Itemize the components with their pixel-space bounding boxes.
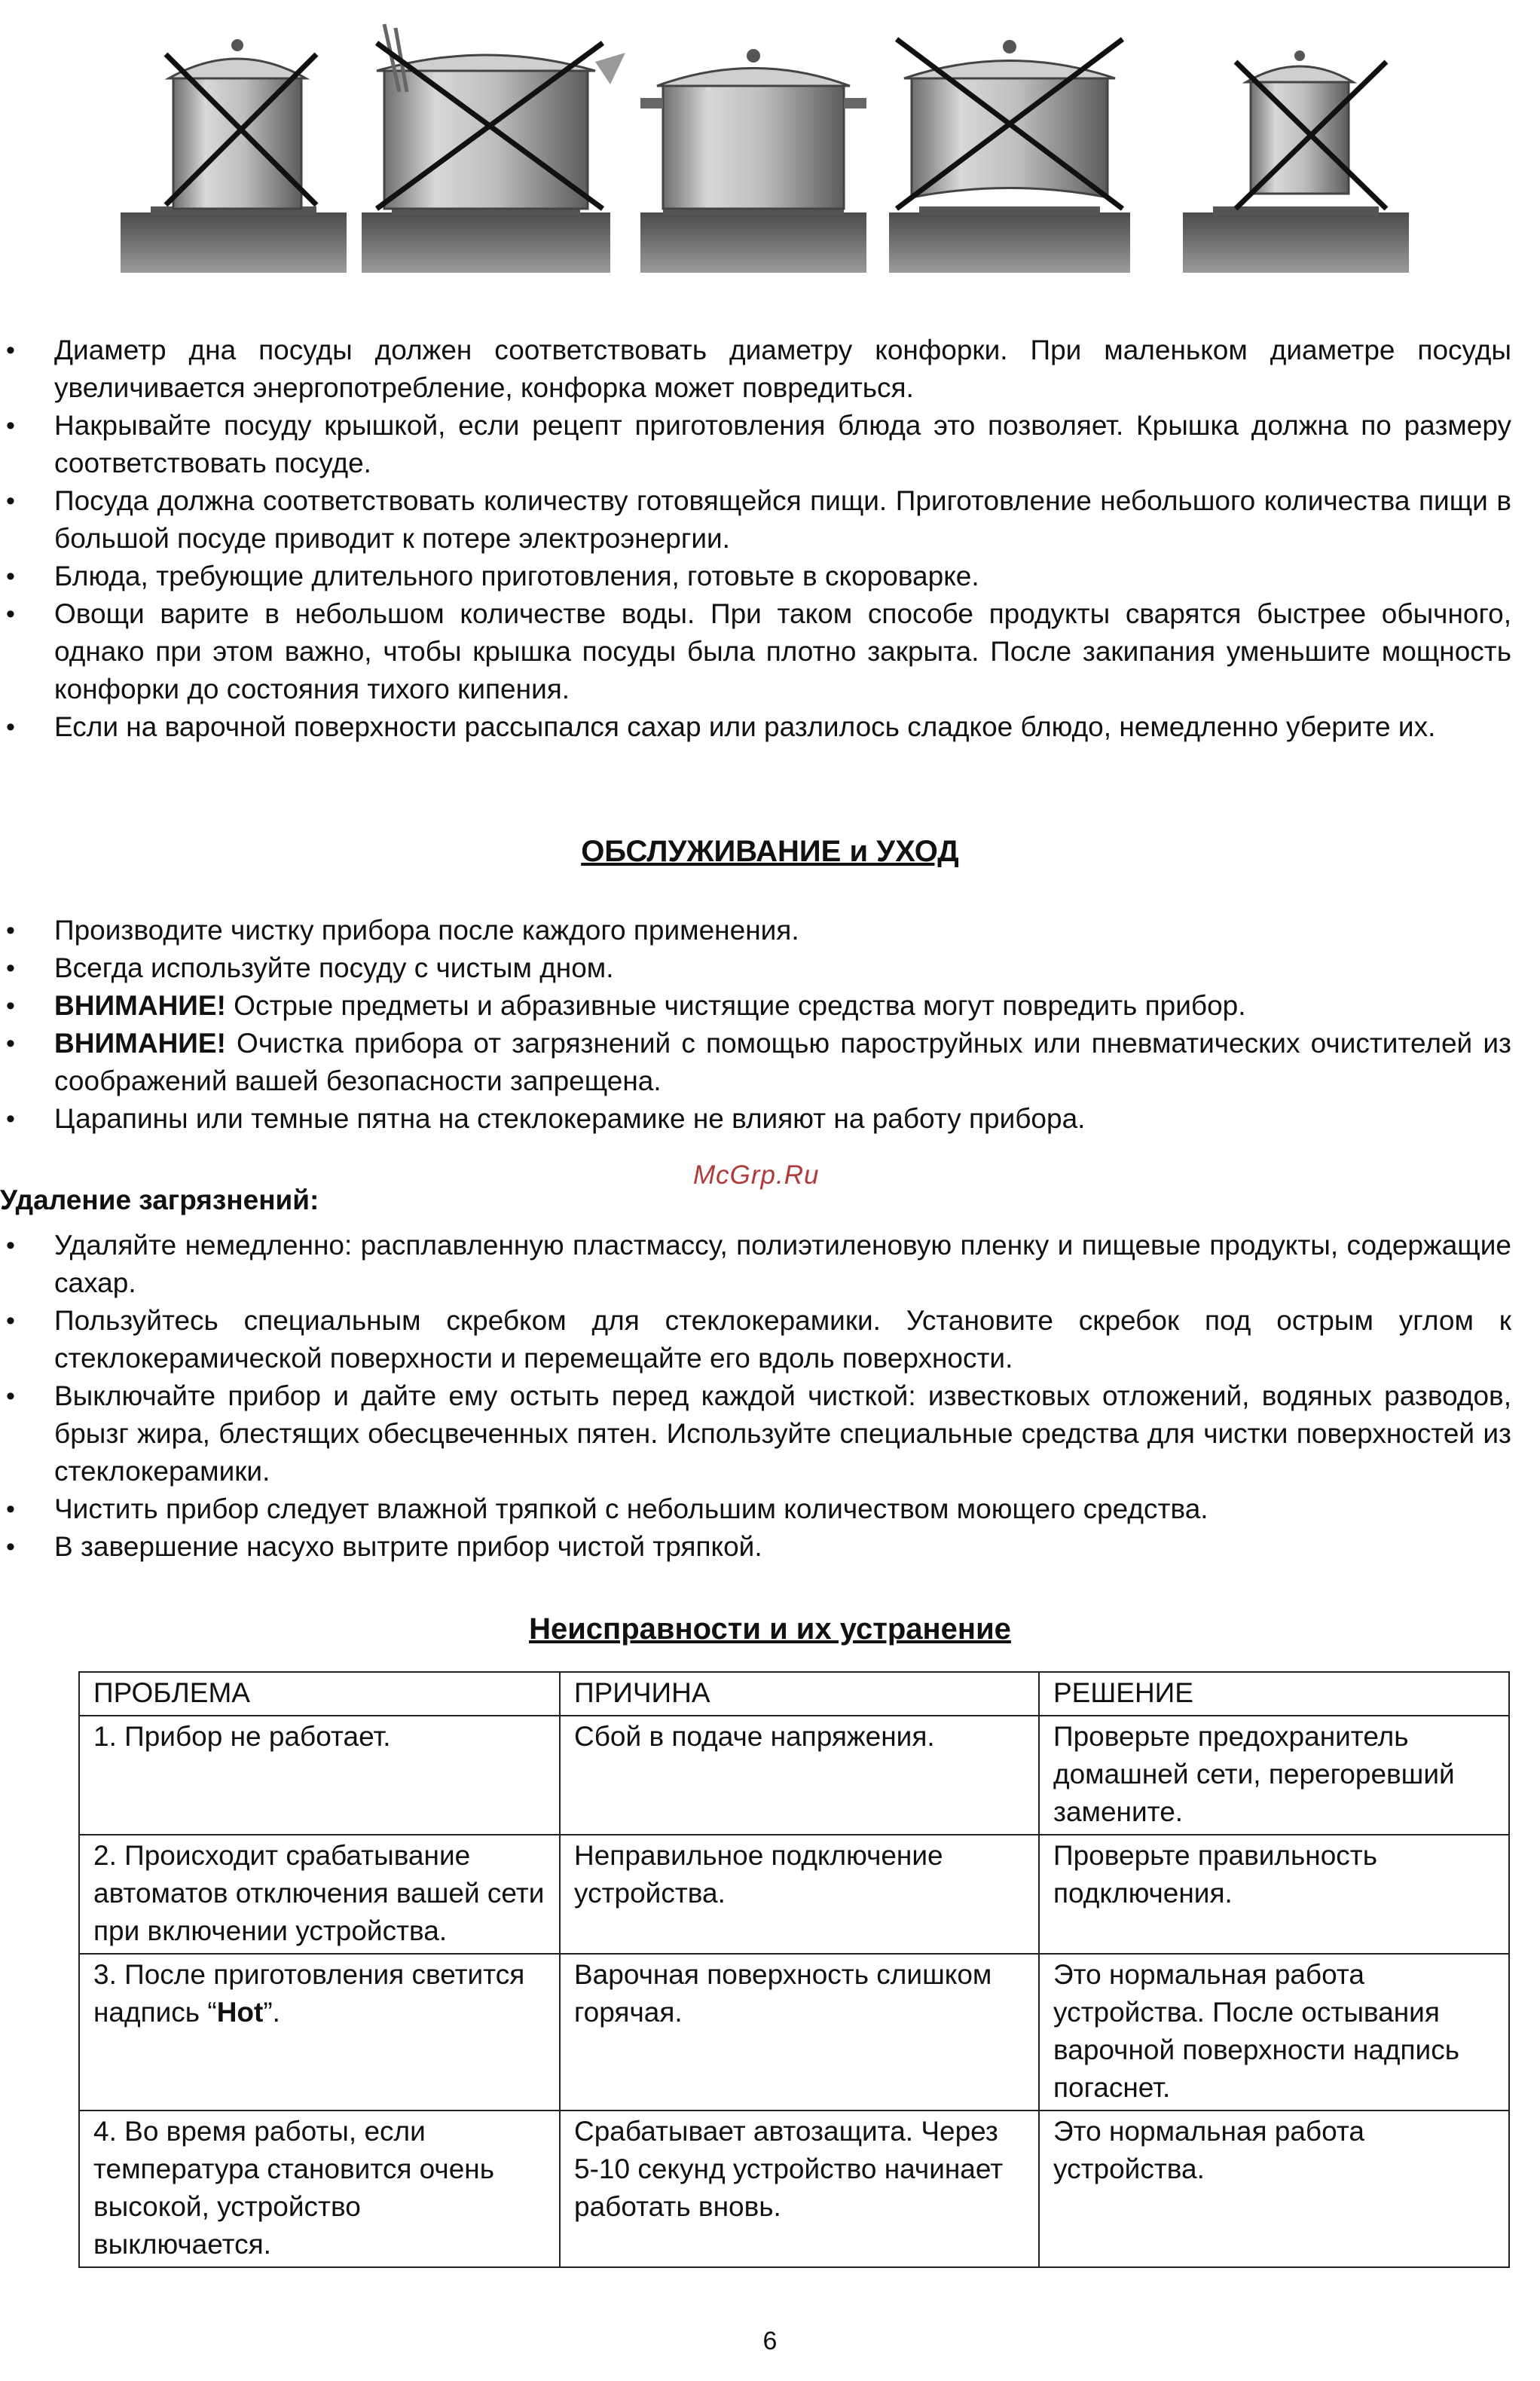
warning-item — [0, 987, 1540, 1025]
list-item: • Производите чистку прибора после каждого применения. — [0, 912, 1540, 949]
table-row — [79, 1954, 1509, 2111]
list-item: • Блюда, требующие длительного приготовления, готовьте в скороварке. — [0, 558, 1540, 595]
solution-cell: Проверьте правильность подключения. — [1039, 1835, 1509, 1954]
list-item: • Овощи варите в небольшом количестве воды. При таком способе продукты сварятся быстрее обычного, однако при этом важно, чтобы крышка посуды была плотно закрыта. После закипания уменьшите мощность конфорки до состояния тихого кипения. — [0, 595, 1540, 708]
list-item: • Пользуйтесь специальным скребком для стеклокерамики. Установите скребок под острым углом к стеклокерамической поверхности и перемещайте его вдоль поверхности. — [0, 1302, 1540, 1377]
cookware-tips-list — [0, 332, 1540, 746]
problem-cell: 1. Прибор не работает. — [79, 1716, 560, 1835]
dirt-removal-list — [0, 1227, 1540, 1566]
header-solution: РЕШЕНИЕ — [1039, 1672, 1509, 1716]
problem-text: 3. После приготовления светится надпись “ — [93, 1959, 525, 2028]
care-heading: ОБСЛУЖИВАНИЕ и УХОД — [581, 835, 959, 868]
list-item: • Диаметр дна посуды должен соответствовать диаметру конфорки. При маленьком диаметре посуды увеличивается энергопотребление, конфорка может повредиться. — [0, 332, 1540, 407]
list-item: • Если на варочной поверхности рассыпался сахар или разлилось сладкое блюдо, немедленно уберите их. — [0, 708, 1540, 746]
list-item: • Царапины или темные пятна на стеклокерамике не влияют на работу прибора. — [0, 1100, 1540, 1138]
warning-text: Очистка прибора от загрязнений с помощью пароструйных или пневматических очистителей из соображений вашей безопасности запрещена. — [54, 1028, 1511, 1096]
care-list — [0, 912, 1540, 1138]
troubleshooting-heading: Неисправности и их устранение — [529, 1612, 1011, 1646]
cause-cell: Варочная поверхность слишком горячая. — [560, 1954, 1039, 2111]
dirt-removal-heading: Удаление загрязнений: — [0, 1184, 319, 1215]
list-item: • Посуда должна соответствовать количеству готовящейся пищи. Приготовление небольшого количества пищи в большой посуде приводит к потере электроэнергии. — [0, 482, 1540, 558]
watermark: McGrp.Ru — [693, 1160, 820, 1190]
list-item: • Выключайте прибор и дайте ему остыть перед каждой чисткой: известковых отложений, водяных разводов, брызг жира, блестящих обесцвеченных пятен. Используйте специальные средства для чистки поверхностей из стеклокерамики. — [0, 1377, 1540, 1490]
header-problem: ПРОБЛЕМА — [79, 1672, 560, 1716]
pot-with-spoons — [362, 24, 625, 273]
header-cause: ПРИЧИНА — [560, 1672, 1039, 1716]
table-row — [79, 1835, 1509, 1954]
correct-pot — [640, 49, 866, 273]
cookware-illustration — [113, 9, 1416, 274]
page-number: 6 — [762, 2327, 778, 2355]
cause-cell: Срабатывает автозащита. Через 5-10 секунд устройство начинает работать вновь. — [560, 2111, 1039, 2267]
list-item: • Удаляйте немедленно: расплавленную пластмассу, полиэтиленовую пленку и пищевые продукты, содержащие сахар. — [0, 1227, 1540, 1302]
problem-cell — [79, 1954, 560, 2111]
warning-label: ВНИМАНИЕ! — [54, 1028, 226, 1059]
solution-cell: Это нормальная работа устройства. После остывания варочной поверхности надпись погаснет. — [1039, 1954, 1509, 2111]
deformed-bottom-pot — [889, 39, 1130, 273]
cause-cell: Неправильное подключение устройства. — [560, 1835, 1039, 1954]
raised-pot — [1183, 50, 1409, 273]
warning-item — [0, 1025, 1540, 1100]
narrow-pot-on-large-plate — [121, 39, 347, 273]
table-row — [79, 2111, 1509, 2267]
list-item: • В завершение насухо вытрите прибор чистой тряпкой. — [0, 1528, 1540, 1566]
table-row — [79, 1716, 1509, 1835]
list-item: • Чистить прибор следует влажной тряпкой с небольшим количеством моющего средства. — [0, 1490, 1540, 1528]
cause-cell: Сбой в подаче напряжения. — [560, 1716, 1039, 1835]
problem-text: ”. — [263, 1997, 280, 2028]
table-header-row — [79, 1672, 1509, 1716]
hot-indicator-text: Hot — [216, 1997, 264, 2028]
problem-cell: 2. Происходит срабатывание автоматов отключения вашей сети при включении устройства. — [79, 1835, 560, 1954]
list-item: • Накрывайте посуду крышкой, если рецепт приготовления блюда это позволяет. Крышка должна по размеру соответствовать посуде. — [0, 407, 1540, 482]
solution-cell: Проверьте предохранитель домашней сети, перегоревший замените. — [1039, 1716, 1509, 1835]
problem-cell: 4. Во время работы, если температура становится очень высокой, устройство выключается. — [79, 2111, 560, 2267]
list-item: • Всегда используйте посуду с чистым дном. — [0, 949, 1540, 987]
warning-text: Острые предметы и абразивные чистящие средства могут повредить прибор. — [225, 990, 1246, 1021]
troubleshooting-table — [78, 1671, 1510, 2268]
warning-label: ВНИМАНИЕ! — [54, 990, 226, 1021]
solution-cell: Это нормальная работа устройства. — [1039, 2111, 1509, 2267]
